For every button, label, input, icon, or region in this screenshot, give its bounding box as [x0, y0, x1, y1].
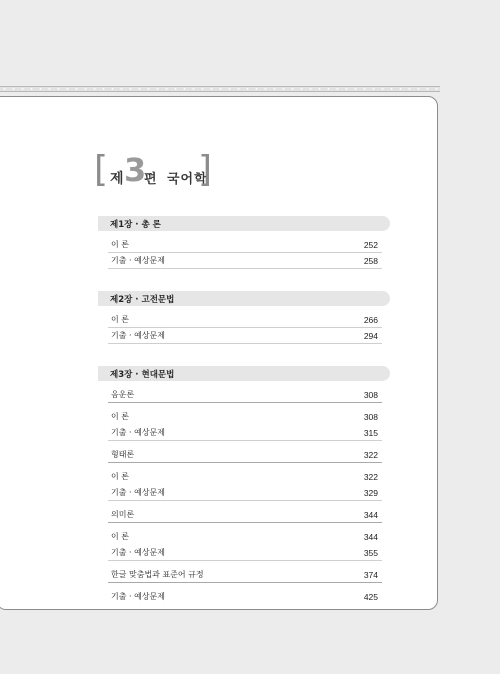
entry-page: 344	[363, 532, 378, 542]
section-title: 형태론	[111, 450, 135, 459]
entry-title: 이 론	[111, 472, 129, 481]
right-bracket: ]	[198, 149, 213, 190]
entry-page: 308	[363, 412, 378, 422]
section-page: 308	[363, 390, 378, 400]
chapter-label: 제2장 · 고전문법	[110, 295, 175, 305]
toc-entry[interactable]	[98, 409, 390, 425]
toc-entry[interactable]	[98, 312, 390, 328]
entry-title: 이 론	[111, 315, 129, 324]
toc-section[interactable]	[98, 507, 390, 523]
entry-title: 이 론	[111, 240, 129, 249]
entry-page: 294	[363, 331, 378, 341]
section-title: 음운론	[111, 390, 135, 399]
chapter-2	[98, 291, 390, 344]
entry-page: 425	[363, 592, 378, 602]
chapter-header	[98, 366, 390, 381]
toc-entry[interactable]	[98, 237, 390, 253]
dotted-header-rule	[0, 86, 440, 92]
toc-entry[interactable]	[98, 469, 390, 485]
entry-page: 315	[363, 428, 378, 438]
toc-section[interactable]	[98, 447, 390, 463]
toc-section[interactable]	[98, 567, 390, 583]
entry-page: 355	[363, 548, 378, 558]
entry-title: 이 론	[111, 532, 129, 541]
chapter-1	[98, 216, 390, 269]
toc-entry[interactable]	[98, 425, 390, 441]
entry-page: 329	[363, 488, 378, 498]
toc-entry[interactable]	[98, 589, 390, 605]
entry-title: 기출 · 예상문제	[111, 428, 165, 437]
chapter-label: 제1장 · 총 론	[110, 220, 161, 230]
entry-page: 252	[363, 240, 378, 250]
toc-entry[interactable]	[98, 253, 390, 269]
section-page: 322	[363, 450, 378, 460]
entry-title: 기출 · 예상문제	[111, 256, 165, 265]
part-number: 3	[124, 151, 147, 189]
entry-page: 266	[363, 315, 378, 325]
entry-page: 322	[363, 472, 378, 482]
toc-entry[interactable]	[98, 529, 390, 545]
part-prefix: 제	[110, 171, 124, 187]
toc-entry[interactable]	[98, 328, 390, 344]
toc-section[interactable]	[98, 387, 390, 403]
entry-page: 258	[363, 256, 378, 266]
entry-title: 이 론	[111, 412, 129, 421]
part-title: 국어학	[167, 172, 208, 187]
part-suffix: 편	[144, 172, 157, 187]
entry-title: 기출 · 예상문제	[111, 592, 165, 601]
section-title: 의미론	[111, 510, 135, 519]
entry-title: 기출 · 예상문제	[111, 548, 165, 557]
section-page: 374	[363, 570, 378, 580]
toc-entry[interactable]	[98, 485, 390, 501]
chapter-3	[98, 366, 390, 605]
chapter-label: 제3장 · 현대문법	[110, 370, 175, 380]
toc-entry[interactable]	[98, 545, 390, 561]
part-heading	[94, 149, 224, 192]
left-bracket: [	[94, 149, 109, 190]
chapter-header	[98, 291, 390, 306]
entry-title: 기출 · 예상문제	[111, 331, 165, 340]
section-page: 344	[363, 510, 378, 520]
entry-title: 기출 · 예상문제	[111, 488, 165, 497]
section-title: 한글 맞춤법과 표준어 규정	[111, 570, 204, 579]
chapter-header	[98, 216, 390, 231]
